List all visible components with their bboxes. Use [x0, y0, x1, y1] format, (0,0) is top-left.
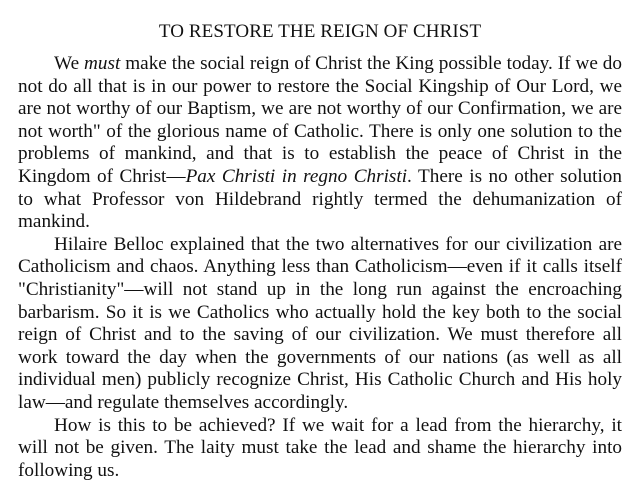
text-run: How is this to be achieved? If we wait for a lead from the hierarchy, it will not be given. The laity must take the lead and shame the hierarchy into following us.: [18, 415, 622, 481]
body-text: [18, 53, 622, 482]
paragraph: [18, 234, 622, 415]
text-run: Hilaire Belloc explained that the two alternatives for our civilization are Catholicism and chaos. Anything less than Catholicism—even if it calls itself "Christianity"—will not stand up in the long run against the encroaching barbarism. So it is we Catholics who actually hold the key both to the social reign of Christ and to the saving of our civilization. We must therefore all work toward the day when the governments of our nations (as well as all individual men) publicly recognize Christ, His Catholic Church and His holy law—and regulate themselves accordingly.: [18, 234, 622, 413]
text-run: . There is no other solution to what Professor von Hildebrand rightly termed the dehumanization of mankind.: [18, 166, 622, 232]
text-run: We: [54, 53, 84, 74]
page-title: TO RESTORE THE REIGN OF CHRIST: [18, 0, 622, 44]
paragraph: [18, 415, 622, 482]
italic-text: must: [84, 53, 120, 74]
document-page: [18, 0, 622, 450]
italic-text: Pax Christi in regno Christi: [186, 166, 407, 187]
text-run: make the social reign of Christ the King possible today. If we do not do all that is in our power to restore the Social Kingship of Our Lord, we are not worthy of our Baptism, we are not worthy of our Confirmation, we are not worth" of the glorious name of Catholic. There is only one solution to the problems of mankind, and that is to establish the peace of Christ in the Kingdom of Christ—: [18, 53, 622, 187]
paragraph: [18, 53, 622, 234]
